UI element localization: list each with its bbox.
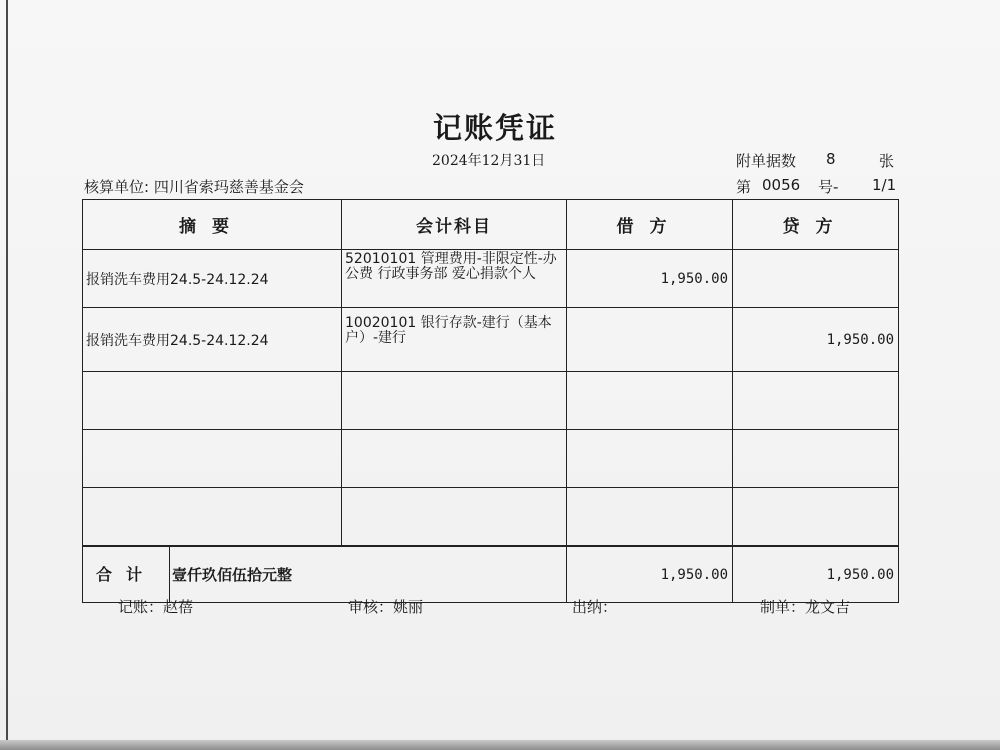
scan-edge-bottom <box>0 740 1000 750</box>
footer-bookkeeper: 记账：赵蓓 <box>118 598 194 616</box>
row-debit: 1,950.00 <box>567 250 733 308</box>
row-credit <box>733 430 899 488</box>
number-prefix: 第 <box>736 178 752 196</box>
voucher-table <box>82 199 899 603</box>
voucher-date: 2024年12月31日 <box>432 153 546 169</box>
table-row <box>83 430 899 488</box>
row-account: 10020101 银行存款-建行（基本户）-建行 <box>342 308 567 372</box>
row-account: 52010101 管理费用-非限定性-办公费 行政事务部 爱心捐款个人 <box>342 250 567 308</box>
header-credit: 贷方 <box>733 200 899 250</box>
accounting-unit <box>84 176 304 197</box>
row-debit <box>567 372 733 430</box>
header-summary: 摘要 <box>83 200 342 250</box>
table-row <box>83 250 899 308</box>
total-row <box>83 546 899 603</box>
row-credit <box>733 372 899 430</box>
table-row <box>83 308 899 372</box>
row-credit: 1,950.00 <box>733 308 899 372</box>
voucher-title: 记账凭证 <box>432 111 557 145</box>
total-credit: 1,950.00 <box>733 546 899 603</box>
total-label: 合计 <box>83 547 170 602</box>
attachments-unit: 张 <box>879 152 895 170</box>
row-debit <box>567 488 733 547</box>
footer-cashier: 出纳： <box>572 598 618 616</box>
total-in-words: 壹仟玖佰伍拾元整 <box>172 566 293 584</box>
row-account <box>342 372 567 430</box>
footer-preparer: 制单：龙文吉 <box>760 598 851 616</box>
row-debit <box>567 308 733 372</box>
table-row <box>83 488 899 547</box>
unit-name: 四川省索玛慈善基金会 <box>153 178 304 196</box>
header-account: 会计科目 <box>342 200 567 250</box>
header-debit: 借方 <box>567 200 733 250</box>
row-account <box>342 488 567 547</box>
total-cell <box>83 546 567 603</box>
row-debit <box>567 430 733 488</box>
voucher-number: 0056 <box>762 176 801 194</box>
row-credit <box>733 488 899 547</box>
attachments-count: 8 <box>826 150 836 168</box>
number-suffix: 号- <box>818 178 839 196</box>
table-row <box>83 372 899 430</box>
row-account <box>342 430 567 488</box>
row-summary <box>83 488 342 547</box>
total-debit: 1,950.00 <box>567 546 733 603</box>
page-indicator: 1/1 <box>872 176 897 194</box>
unit-label: 核算单位: <box>84 178 150 196</box>
row-summary: 报销洗车费用24.5-24.12.24 <box>83 308 342 372</box>
table-header <box>83 200 899 250</box>
footer-reviewer: 审核：姚丽 <box>348 598 424 616</box>
attachments-label: 附单据数 <box>736 152 797 170</box>
row-credit <box>733 250 899 308</box>
row-summary: 报销洗车费用24.5-24.12.24 <box>83 250 342 308</box>
row-summary <box>83 430 342 488</box>
row-summary <box>83 372 342 430</box>
